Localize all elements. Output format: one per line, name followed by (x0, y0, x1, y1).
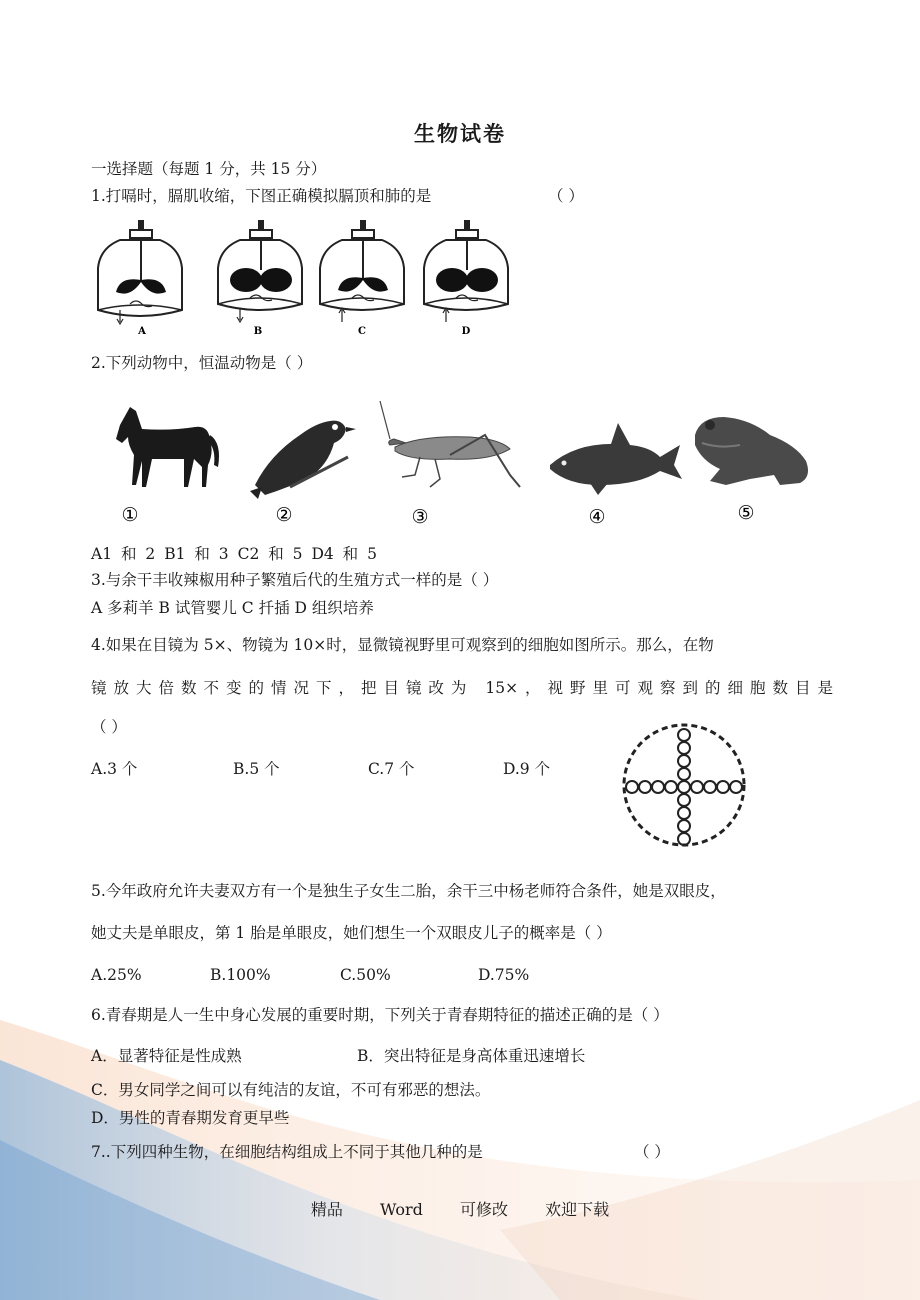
animals-figure (90, 395, 830, 530)
animal-label-1: ① (121, 504, 139, 526)
question-4-line-3: （ ） (91, 718, 127, 736)
jar-label-b: B (253, 326, 263, 337)
question-4-line-2: 镜放大倍数不变的情况下，把目镜改为 15×，视野里可观察到的细胞数目是 (91, 679, 833, 697)
question-5-option-c: C.50% (340, 966, 391, 984)
question-3-text: 3.与余干丰收辣椒用种子繁殖后代的生殖方式一样的是（ ） (91, 571, 499, 589)
question-1-answer-blank[interactable]: （ ） (548, 187, 584, 205)
footer-item-download: 欢迎下载 (545, 1200, 610, 1219)
animal-label-2: ② (275, 504, 293, 526)
question-6-option-d: D．男性的青春期发育更早些 (91, 1109, 290, 1127)
question-7-answer-blank[interactable]: （ ） (634, 1143, 670, 1161)
section-heading: 一选择题（每题 1 分，共 15 分） (91, 160, 327, 178)
jar-model-b (218, 220, 302, 322)
question-6-text: 6.青春期是人一生中身心发展的重要时期，下列关于青春期特征的描述正确的是（ ） (91, 1006, 669, 1024)
question-4-option-a: A.3 个 (91, 760, 138, 778)
fish-image (550, 423, 682, 495)
question-6-option-b: B．突出特征是身高体重迅速增长 (357, 1047, 586, 1065)
question-5-line-2: 她丈夫是单眼皮，第 1 胎是单眼皮，她们想生一个双眼皮儿子的概率是（ ） (91, 924, 612, 942)
horse-image (116, 407, 219, 487)
diaphragm-model-figure (90, 218, 530, 342)
footer-item-word: Word (380, 1200, 423, 1219)
jar-label-c: C (358, 326, 366, 337)
question-4-option-b: B.5 个 (233, 760, 280, 778)
question-2-options: A1 和 2 B1 和 3 C2 和 5 D4 和 5 (91, 545, 377, 563)
frog-image (695, 417, 808, 485)
jar-label-d: D (461, 326, 471, 337)
animal-label-3: ③ (411, 506, 429, 528)
question-4-line-1: 4.如果在目镜为 5×、物镜为 10×时，显微镜视野里可观察到的细胞如图所示。那么，在物 (91, 636, 714, 654)
question-4-option-c: C.7 个 (368, 760, 415, 778)
footer-item-jingpin: 精品 (310, 1200, 343, 1219)
jar-model-d (424, 220, 508, 322)
microscope-field-figure (618, 722, 750, 850)
question-1-text: 1.打嗝时，膈肌收缩，下图正确模拟膈顶和肺的是 (91, 187, 432, 205)
question-2-text: 2.下列动物中，恒温动物是（ ） (91, 354, 313, 372)
page-title: 生物试卷 (414, 121, 506, 146)
question-4-option-d: D.9 个 (503, 760, 551, 778)
bird-image (250, 421, 356, 499)
grasshopper-image (380, 401, 520, 487)
question-5-option-d: D.75% (478, 966, 530, 984)
question-5-option-b: B.100% (210, 966, 271, 984)
jar-model-c (320, 220, 404, 322)
jar-label-a: A (138, 326, 146, 337)
jar-model-a (98, 220, 182, 324)
question-6-option-a: A．显著特征是性成熟 (91, 1047, 242, 1065)
question-5-line-1: 5.今年政府允许夫妻双方有一个是独生子女生二胎，余干三中杨老师符合条件，她是双眼皮， (91, 882, 726, 900)
animal-label-4: ④ (588, 506, 606, 528)
question-5-option-a: A.25% (91, 966, 142, 984)
question-7-text: 7..下列四种生物，在细胞结构组成上不同于其他几种的是 (91, 1143, 483, 1161)
footer-item-editable: 可修改 (459, 1200, 508, 1219)
question-6-option-c: C．男女同学之间可以有纯洁的友谊，不可有邪恶的想法。 (91, 1081, 491, 1099)
page-footer (0, 1197, 920, 1220)
question-3-options: A 多莉羊 B 试管婴儿 C 扦插 D 组织培养 (91, 599, 374, 617)
animal-label-5: ⑤ (737, 502, 755, 524)
